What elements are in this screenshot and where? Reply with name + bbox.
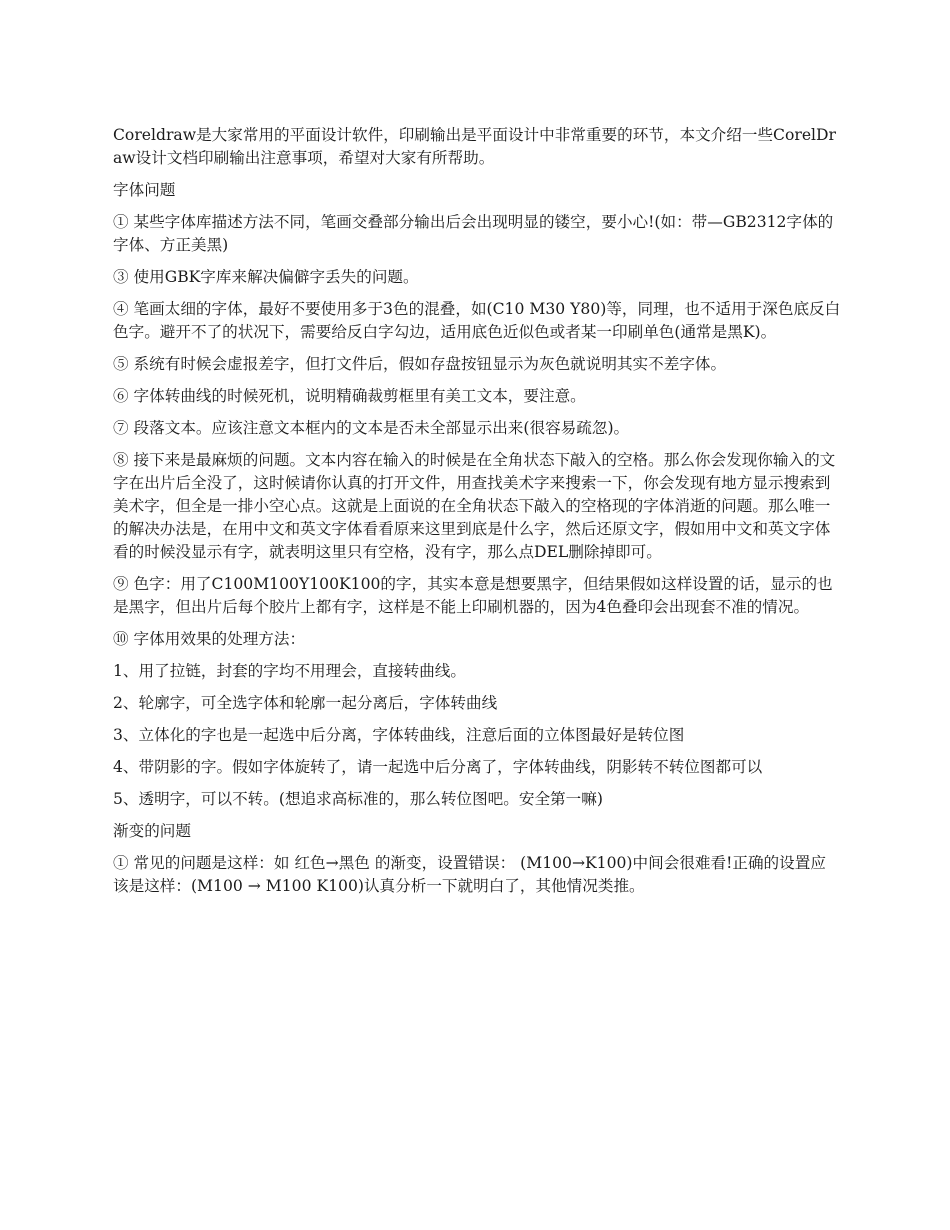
font-issue-item-4: ④ 笔画太细的字体，最好不要使用多于3色的混叠，如(C10 M30 Y80)等，同理，也不适用于深色底反白色字。避开不了的状况下，需要给反白字勾边，适用底色近似色或者某一印刷单色(通常是黑K)。 (113, 300, 841, 341)
font-issue-item-5: ⑤ 系统有时候会虚报差字，但打文件后，假如存盘按钮显示为灰色就说明其实不差字体。 (113, 355, 727, 373)
section-heading-font-issues: 字体问题 (113, 181, 176, 199)
font-issue-item-10: ⑩ 字体用效果的处理方法： (113, 630, 306, 648)
document-page (113, 124, 841, 907)
effect-step-4: 4、带阴影的字。假如字体旋转了，请一起选中后分离了，字体转曲线，阴影转不转位图都可以 (113, 758, 763, 776)
effect-step-5: 5、透明字，可以不转。(想追求高标准的，那么转位图吧。安全第一嘛) (113, 790, 603, 808)
font-issue-item-6: ⑥ 字体转曲线的时候死机，说明精确裁剪框里有美工文本，要注意。 (113, 387, 586, 405)
font-issue-item-9: ⑨ 色字：用了C100M100Y100K100的字，其实本意是想要黑字，但结果假如这样设置的话，显示的也是黑字，但出片后每个胶片上都有字，这样是不能上印刷机器的，因为4色叠印会出现套不准的情况。 (113, 575, 833, 616)
font-issue-item-1: ① 某些字体库描述方法不同，笔画交叠部分输出后会出现明显的镂空，要小心!(如：带—GB2312字体的字体、方正美黑) (113, 213, 834, 254)
font-issue-item-7: ⑦ 段落文本。应该注意文本框内的文本是否未全部显示出来(很容易疏忽)。 (113, 419, 630, 437)
effect-step-2: 2、轮廓字，可全选字体和轮廓一起分离后，字体转曲线 (113, 694, 498, 712)
section-heading-gradient-issues: 渐变的问题 (113, 822, 191, 840)
intro-paragraph: Coreldraw是大家常用的平面设计软件，印刷输出是平面设计中非常重要的环节，本文介绍一些CorelDraw设计文档印刷输出注意事项，希望对大家有所帮助。 (113, 126, 836, 167)
gradient-issue-item-1: ① 常见的问题是这样：如 红色→黑色 的渐变，设置错误： (M100→K100)中间会很难看!正确的设置应该是这样：(M100 → M100 K100)认真分析一下就明白了，其他情况类推。 (113, 854, 826, 895)
font-issue-item-3: ③ 使用GBK字库来解决偏僻字丢失的问题。 (113, 268, 419, 286)
effect-step-3: 3、立体化的字也是一起选中后分离，字体转曲线，注意后面的立体图最好是转位图 (113, 726, 685, 744)
effect-step-1: 1、用了拉链，封套的字均不用理会，直接转曲线。 (113, 662, 466, 680)
font-issue-item-8: ⑧ 接下来是最麻烦的问题。文本内容在输入的时候是在全角状态下敲入的空格。那么你会发现你输入的文字在出片后全没了，这时候请你认真的打开文件，用查找美术字来搜索一下，你会发现有地方显示搜索到美术字，但全是一排小空心点。这就是上面说的在全角状态下敲入的空格现的字体消逝的问题。那么唯一的解决办法是，在用中文和英文字体看看原来这里到底是什么字，然后还原文字，假如用中文和英文字体看的时候没显示有字，就表明这里只有空格，没有字，那么点DEL删除掉即可。 (113, 451, 836, 561)
